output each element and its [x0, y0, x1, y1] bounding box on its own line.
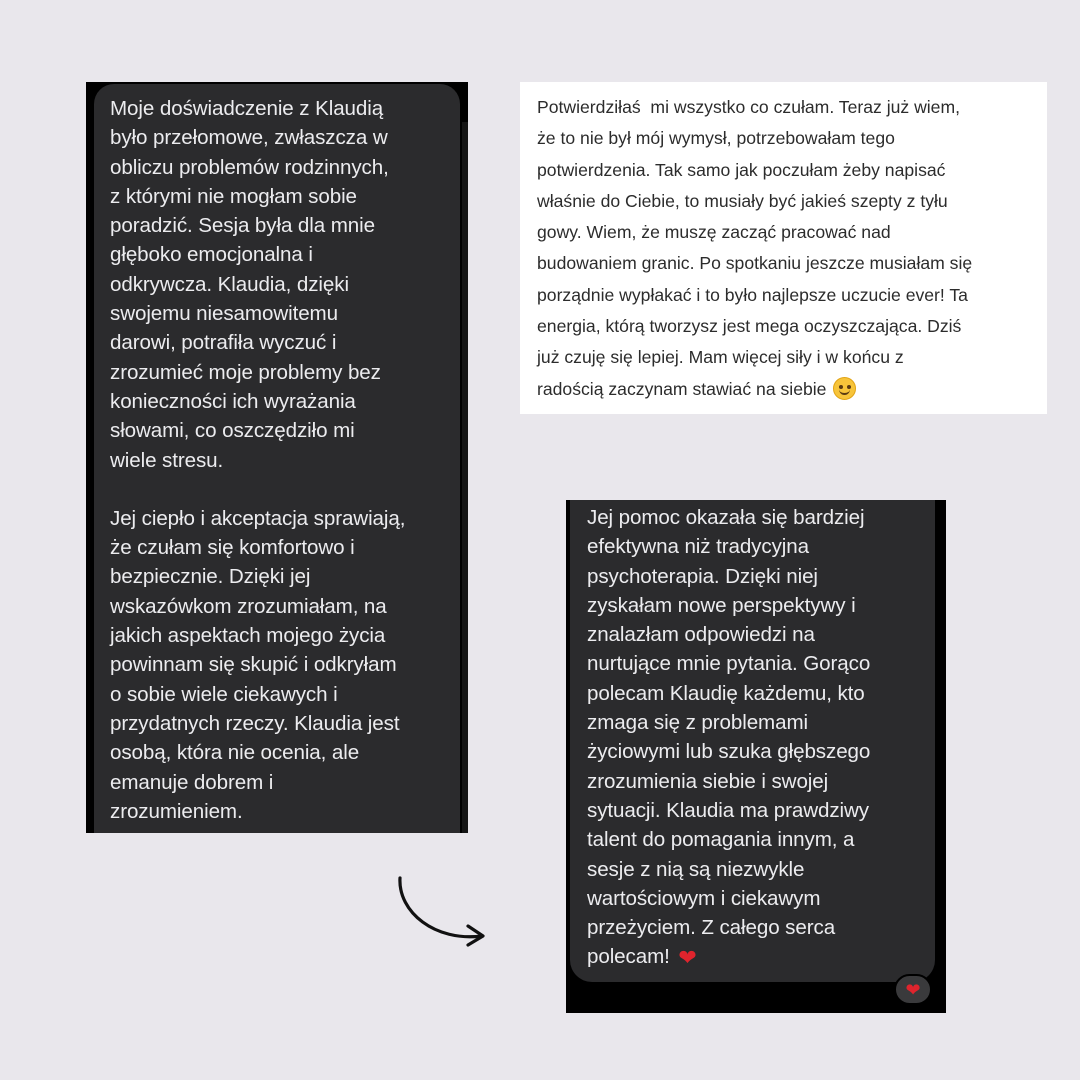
message-text-body: Jej pomoc okazała się bardziej efektywna niż tradycyjna psychoterapia. Dzięki niej zyskałam nowe perspektywy i znalazłam odpowiedzi na nurtujące mnie pytania. Gorąco polecam Klaudię każdemu, kto zmaga się z problemami życiowymi lub szuka głębszego zrozumienia siebie i swojej sytuacji. Klaudia ma prawdziwy talent do pomagania innym, a sesje z nią są niezwykle wartościowym i ciekawym przeżyciem. Z całego serca polecam!	[587, 506, 871, 969]
chat-screenshot-left	[86, 82, 468, 833]
testimonial-card-white	[520, 82, 1047, 414]
message-text-paragraph-1: Moje doświadczenie z Klaudią było przełomowe, zwłaszcza w obliczu problemów rodzinnych, z którymi nie mogłam sobie poradzić. Sesja była dla mnie głęboko emocjonalna i odkrywcza. Klaudia, dzięki swojemu niesamowitemu darowi, potrafiła wyczuć i zrozumieć moje problemy bez konieczności ich wyrażania słowami, co oszczędziło mi wiele stresu.	[110, 97, 389, 472]
heart-reaction-badge[interactable]	[894, 974, 932, 1005]
testimonial-text-body: Potwierdziłaś mi wszystko co czułam. Teraz już wiem, że to nie był mój wymysł, potrzebowałam tego potwierdzenia. Tak samo jak poczułam żeby napisać właśnie do Ciebie, to musiały być jakieś szepty z tyłu gowy. Wiem, że muszę zacząć pracować nad budowaniem granic. Po spotkaniu jeszcze musiałam się porządnie wypłakać i to było najlepsze uczucie ever! Ta energia, którą tworzysz jest mega oczyszczająca. Dziś już czuję się lepiej. Mam więcej siły i w końcu z radością zaczynam stawiać na siebie	[537, 97, 973, 399]
message-text	[587, 503, 925, 972]
curved-arrow-icon	[390, 872, 490, 952]
red-heart-icon: ❤	[678, 945, 697, 971]
smiling-face-icon	[833, 377, 856, 400]
scrollbar-track	[462, 122, 468, 833]
chat-screenshot-right	[566, 500, 946, 1013]
testimonial-text	[537, 92, 1033, 405]
message-text-paragraph-2: Jej ciepło i akceptacja sprawiają, że czułam się komfortowo i bezpiecznie. Dzięki jej wskazówkom zrozumiałam, na jakich aspektach mojego życia powinnam się skupić i odkryłam o sobie wiele ciekawych i przydatnych rzeczy. Klaudia jest osobą, która nie ocenia, ale emanuje dobrem i zrozumieniem.	[110, 506, 406, 823]
message-bubble-right	[570, 500, 935, 982]
heart-reaction-icon: ❤	[905, 979, 921, 1000]
message-bubble-left	[94, 84, 460, 833]
